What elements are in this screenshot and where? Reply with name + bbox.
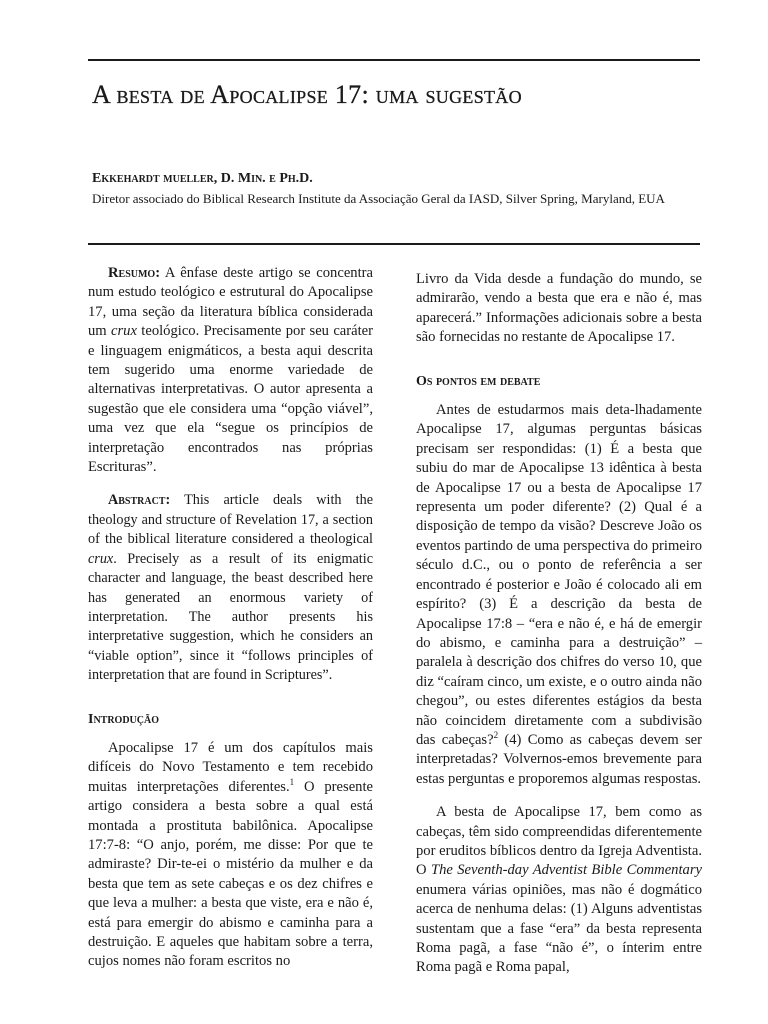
resumo-text-2: teológico. Precisamente por seu caráter e linguagem enigmáticos, a besta aqui descrita tem sugerido uma enorme variedade de alternativas interpretativas. O autor apresenta a sugestão que ele considera uma “opção viável”, uma vez que ela “segue os princípios de interpretação encontrados nas próprias Escrituras”. (88, 323, 374, 476)
pontos-text-4: enumera várias opiniões, mas não é dogmático acerca de nenhuma delas: (1) Alguns adventistas sustentam que a fase “era” da besta representa Roma pagã, a fase “não é”, o ínterim entre Roma pagã e Roma papal, (416, 881, 702, 976)
abstract-text-2: . Precisely as a result of its enigmatic character and language, the beast described here has generated an enormous variety of interpretation. The author presents his interpretative suggestion, which he considers an “viable option”, since it “follows principles of interpretation that are found in Scriptures”. (88, 550, 373, 684)
resumo-term: crux (111, 323, 137, 340)
commentary-title: The Seventh-day Adventist Bible Commentary (430, 862, 702, 879)
header-divider (88, 243, 700, 245)
introducao-continuation: Livro da Vida desde a fundação do mundo, se admirarão, vendo a besta que era e não é, mas aparecerá.” Informações adicionais sobre a besta são fornecidas no restante de Apocalipse 17. (416, 271, 702, 346)
pontos-text-2: (4) Como as cabeças devem ser interpretadas? Volvernos-emos brevemente para estas perguntas e proporemos algumas respostas. (416, 731, 702, 787)
pontos-heading: Os pontos em debate (416, 373, 541, 389)
article-title: A besta de Apocalipse 17: uma sugestão (92, 80, 522, 109)
introducao-heading: Introdução (88, 711, 160, 727)
pontos-paragraph-2 (416, 803, 702, 978)
resumo-paragraph (88, 264, 373, 477)
right-column (416, 270, 702, 978)
pontos-paragraph-1 (416, 401, 702, 789)
footnote-marker-2: 2 (493, 730, 499, 741)
resumo-label: Resumo: (108, 265, 161, 281)
author-affiliation: Diretor associado do Biblical Research Institute da Associação Geral da IASD, Silver Spring, Maryland, EUA (92, 191, 665, 206)
abstract-paragraph (88, 491, 373, 685)
left-column (88, 264, 373, 972)
abstract-label: Abstract: (108, 492, 171, 509)
abstract-text-1: This article deals with the theology and structure of Revelation 17, a section of the biblical literature considered a theological (88, 492, 373, 548)
pontos-text-1: Antes de estudarmos mais deta-lhadamente Apocalipse 17, algumas perguntas básicas precisam ser respondidas: (1) É a besta que subiu do mar de Apocalipse 13 idêntica à besta de Apocalipse 17 ou a besta de Apocalipse 17 representa um poder diferente? (2) Qual é a disposição de tempo da visão? Descreve João os eventos partindo de uma perspectiva do primeiro século d.C., ou o ponto de referência a ser encontrado é posterior e João é colocado ali em espírito? (3) É a descrição da besta de Apocalipse 17:8 – “era e não é, e há de emergir do abismo, e caminha para a destruição” – paralela à descrição dos chifres do verso 10, que diz “caíram cinco, um existe, e o outro ainda não chegou”, ou estes diferentes estágios da besta não coincidem diretamente com a subdivisão das cabeças? (416, 402, 702, 748)
introducao-text-2: O presente artigo considera a besta sobre a qual está montada a prostituta babilônica. Apocalipse 17:7-8: “O anjo, porém, me disse: Por que te admiraste? Dir-te-ei o mistério da mulher e da besta que tem as sete cabeças e os dez chifres e que leva a mulher: a besta que viste, era e não é, está para emergir do abismo e caminha para a destruição. E aqueles que habitam sobre a terra, cujos nomes não foram escritos no (88, 778, 373, 970)
article-author: Ekkehardt mueller, D. Min. e Ph.D. (92, 171, 313, 186)
introducao-text-1: Apocalipse 17 é um dos capítulos mais difíceis do Novo Testamento e tem recebido muitas interpretações diferentes. (88, 739, 373, 795)
introducao-paragraph (88, 739, 373, 972)
resumo-text-1: A ênfase deste artigo se concentra num estudo teológico e estrutural do Apocalipse 17, uma seção da literatura bíblica considerada um (88, 265, 373, 340)
top-rule (88, 59, 700, 61)
abstract-term: crux (88, 550, 114, 567)
pontos-text-3: A besta de Apocalipse 17, bem como as cabeças, têm sido compreendidas diferentemente por eruditos bíblicos dentro da Igreja Adventista. O (416, 804, 702, 879)
footnote-marker-1: 1 (289, 776, 295, 787)
